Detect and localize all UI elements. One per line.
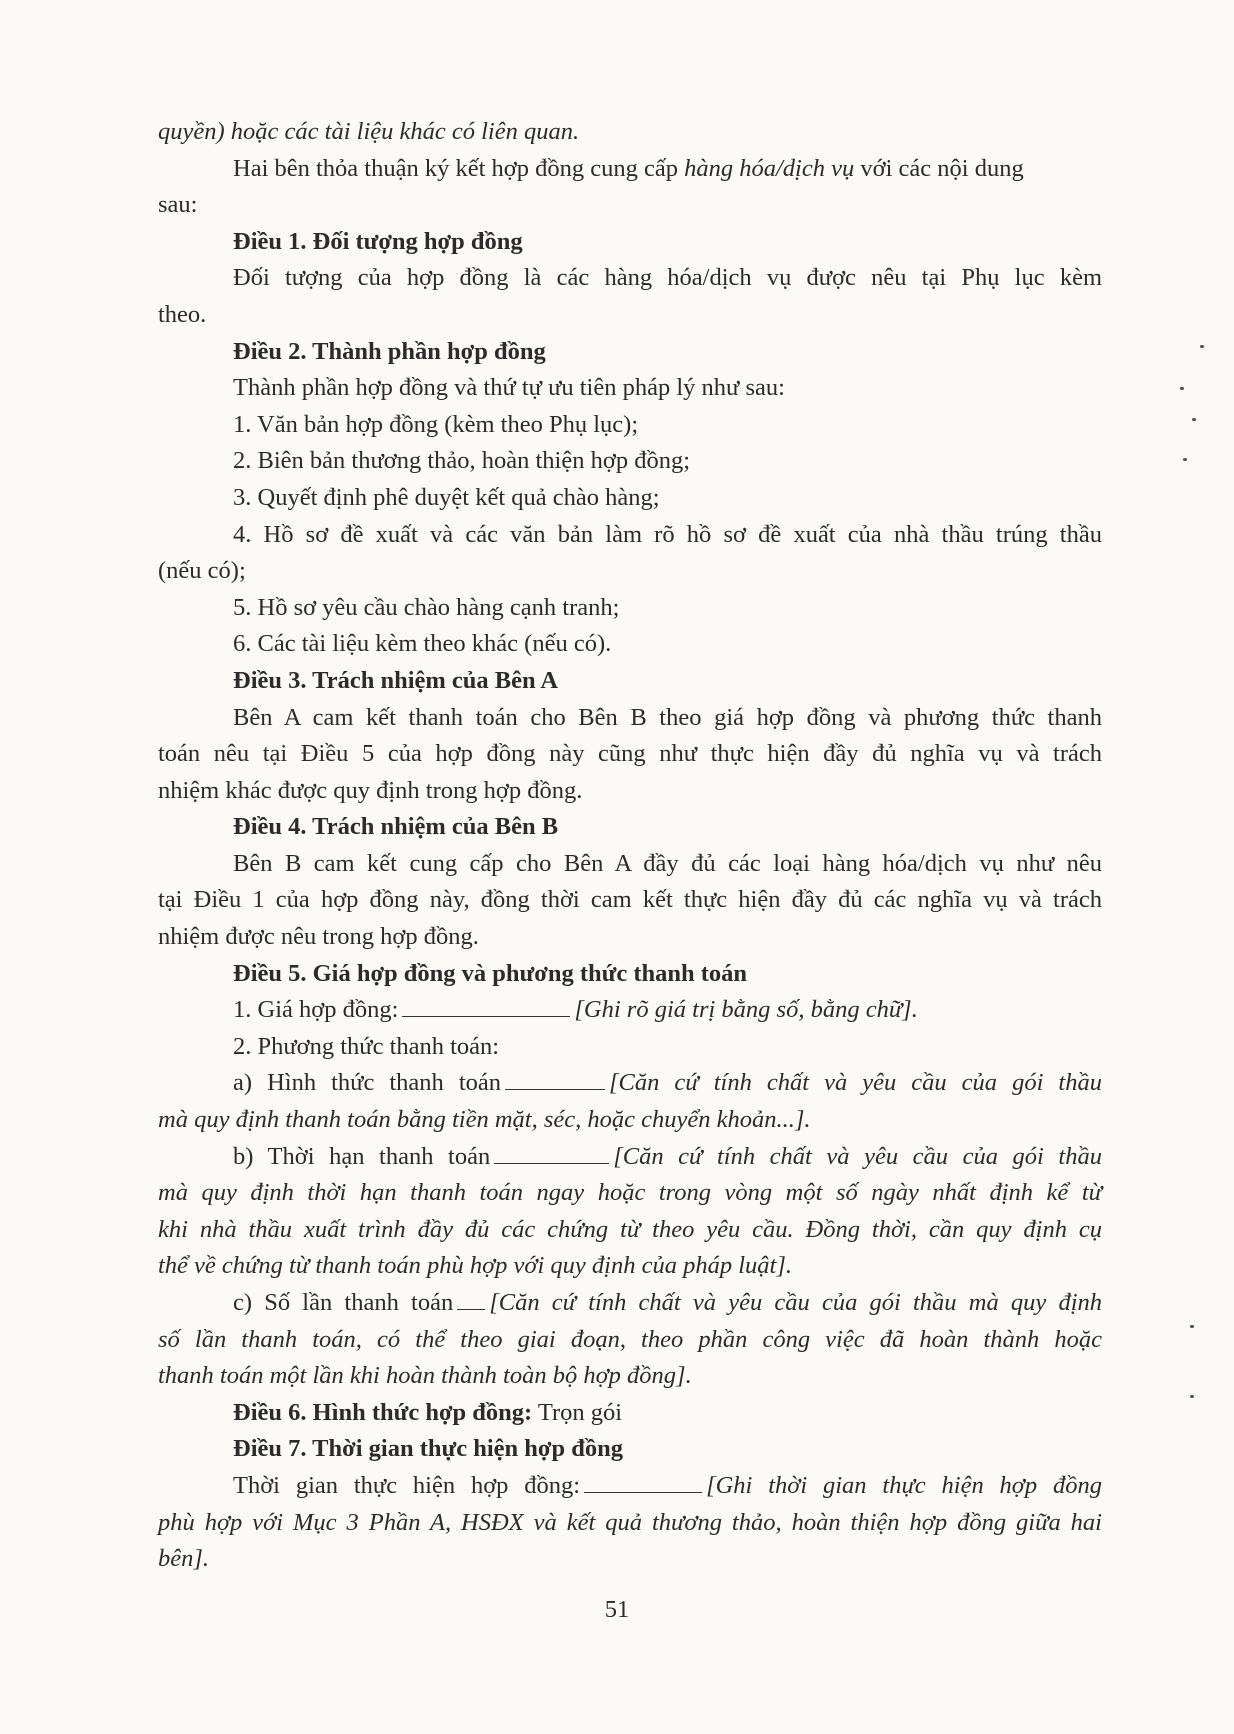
article-heading (158, 1395, 1102, 1432)
text-line (158, 1139, 1102, 1176)
text-segment: Trọn gói (532, 1398, 623, 1426)
article-heading: Điều 7. Thời gian thực hiện hợp đồng (233, 1435, 623, 1463)
italic-segment: [Căn cứ tính chất và yêu cầu của gói thầu (613, 1142, 1102, 1170)
fill-in-blank (457, 1287, 485, 1310)
text-segment: b) Thời hạn thanh toán (233, 1142, 491, 1170)
italic-segment: [Ghi rõ giá trị bằng số, bằng chữ]. (574, 996, 918, 1024)
text-segment: 1. Giá hợp đồng: (233, 996, 399, 1024)
text-line: mà quy định thanh toán bằng tiền mặt, séc, hoặc chuyển khoản...]. (158, 1106, 811, 1134)
document-body (158, 114, 1102, 1578)
text-line: thanh toán một lần khi hoàn thành toàn bộ hợp đồng]. (158, 1362, 692, 1390)
text-line: bên]. (158, 1545, 210, 1573)
page-number: 51 (604, 1596, 630, 1623)
article-heading: Điều 3. Trách nhiệm của Bên A (233, 666, 559, 694)
article-heading: Điều 2. Thành phần hợp đồng (233, 337, 546, 365)
text-line: quyền) hoặc các tài liệu khác có liên quan. (158, 118, 580, 145)
italic-segment: [Ghi thời gian thực hiện hợp đồng (706, 1471, 1102, 1499)
text-segment: Thời gian thực hiện hợp đồng: (233, 1471, 581, 1499)
text-line: Đối tượng của hợp đồng là các hàng hóa/dịch vụ được nêu tại Phụ lục kèm (233, 264, 1102, 292)
text-line (158, 1468, 1102, 1505)
text-segment: a) Hình thức thanh toán (233, 1069, 502, 1097)
text-line: nhiệm khác được quy định trong hợp đồng. (158, 776, 583, 804)
text-line: tại Điều 1 của hợp đồng này, đồng thời cam kết thực hiện đầy đủ các nghĩa vụ và trách (158, 886, 1102, 914)
italic-segment: [Căn cứ tính chất và yêu cầu của gói thầu (609, 1069, 1102, 1097)
list-item: 2. Biên bản thương thảo, hoàn thiện hợp đồng; (233, 447, 690, 475)
text-segment: Hai bên thỏa thuận ký kết hợp đồng cung cấp (233, 154, 685, 182)
scan-speck (1190, 1325, 1194, 1328)
text-line: Bên A cam kết thanh toán cho Bên B theo giá hợp đồng và phương thức thanh (233, 703, 1102, 731)
text-segment: với các nội dung (854, 154, 1024, 182)
list-item: 1. Văn bản hợp đồng (kèm theo Phụ lục); (233, 410, 639, 438)
list-item: 6. Các tài liệu kèm theo khác (nếu có). (233, 630, 612, 658)
text-segment: c) Số lần thanh toán (233, 1289, 454, 1316)
fill-in-blank (584, 1470, 702, 1493)
list-item: 3. Quyết định phê duyệt kết quả chào hàng; (233, 483, 660, 511)
scan-speck (1190, 1395, 1194, 1398)
text-line: khi nhà thầu xuất trình đầy đủ các chứng từ theo yêu cầu. Đồng thời, cần quy định cụ (158, 1215, 1102, 1243)
text-line: theo. (158, 300, 207, 328)
article-heading: Điều 1. Đối tượng hợp đồng (233, 227, 523, 255)
text-line (158, 1065, 1102, 1102)
italic-segment: hàng hóa/dịch vụ (684, 154, 855, 182)
text-line: mà quy định thời hạn thanh toán ngay hoặc trong vòng một số ngày nhất định kể từ (158, 1179, 1102, 1207)
text-line: phù hợp với Mục 3 Phần A, HSĐX và kết quả thương thảo, hoàn thiện hợp đồng giữa hai (158, 1508, 1102, 1536)
fill-in-blank (402, 994, 570, 1017)
text-line: (nếu có); (158, 557, 246, 585)
fill-in-blank (494, 1141, 609, 1164)
article-heading: Điều 4. Trách nhiệm của Bên B (233, 813, 559, 841)
scan-speck (1192, 418, 1196, 421)
text-line: nhiệm được nêu trong hợp đồng. (158, 923, 479, 951)
text-line: toán nêu tại Điều 5 của hợp đồng này cũng như thực hiện đầy đủ nghĩa vụ và trách (158, 740, 1102, 768)
bold-segment: Điều 6. Hình thức hợp đồng: (233, 1398, 533, 1426)
scan-speck (1183, 458, 1187, 461)
text-line: số lần thanh toán, có thể theo giai đoạn, theo phần công việc đã hoàn thành hoặc (158, 1325, 1102, 1353)
list-item: 4. Hồ sơ đề xuất và các văn bản làm rõ hồ sơ đề xuất của nhà thầu trúng thầu (233, 520, 1102, 548)
text-line: thể về chứng từ thanh toán phù hợp với quy định của pháp luật]. (158, 1252, 792, 1280)
text-line: sau: (158, 191, 198, 219)
text-line (158, 992, 1102, 1029)
text-line: 2. Phương thức thanh toán: (233, 1032, 500, 1060)
list-item: 5. Hồ sơ yêu cầu chào hàng cạnh tranh; (233, 593, 620, 621)
scan-speck (1200, 345, 1204, 348)
scan-speck (1180, 387, 1184, 390)
text-line: Thành phần hợp đồng và thứ tự ưu tiên pháp lý như sau: (233, 374, 785, 402)
fill-in-blank (505, 1067, 605, 1090)
text-line: Bên B cam kết cung cấp cho Bên A đầy đủ các loại hàng hóa/dịch vụ như nêu (233, 849, 1102, 877)
text-line (158, 151, 1102, 188)
italic-segment: [Căn cứ tính chất và yêu cầu của gói thầu mà quy định (489, 1289, 1102, 1316)
article-heading: Điều 5. Giá hợp đồng và phương thức thanh toán (233, 959, 748, 987)
text-line (158, 1285, 1102, 1322)
